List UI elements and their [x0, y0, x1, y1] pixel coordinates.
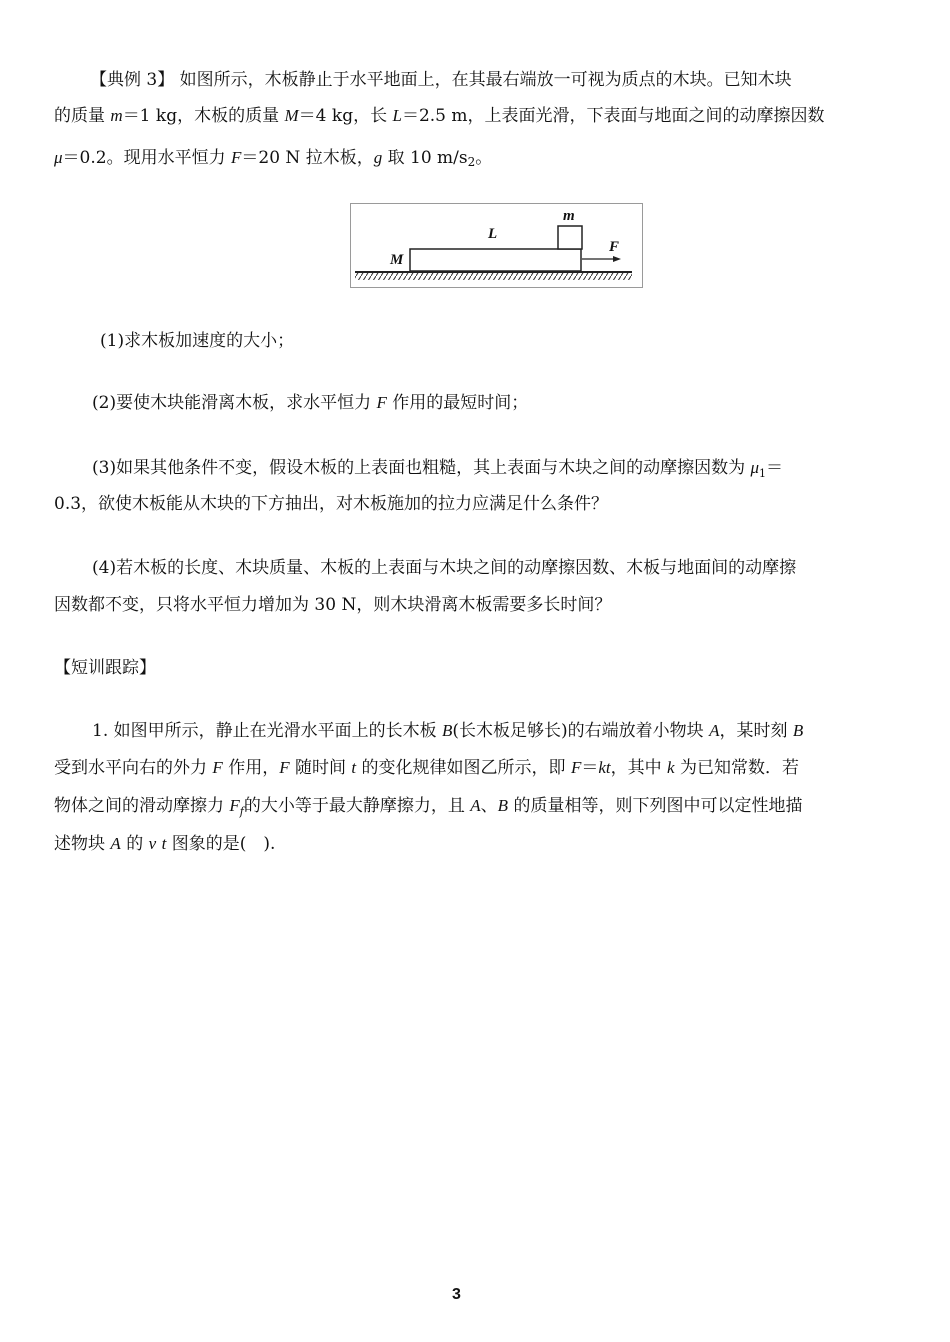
board-block-diagram — [350, 203, 643, 288]
force-arrowhead — [613, 256, 621, 262]
label-force: F — [609, 239, 620, 255]
page-number: 3 — [452, 1286, 461, 1303]
training-line-3: 物体之间的滑动摩擦力 $F_f$的大小等于最大静摩擦力，且 A、B 的质量相等，则下列图中可以定性地描 — [54, 796, 803, 818]
symbol-F: F — [231, 148, 242, 167]
training-line-2: 受到水平向右的外力 F 作用，F 随时间 t 的变化规律如图乙所示，即 F＝kt，其中 k 为已知常数．若 — [54, 758, 799, 778]
symbol-M: M — [284, 106, 299, 125]
symbol-mu1: μ — [750, 458, 760, 477]
question-3-line-1: (3)如果其他条件不变，假设木板的上表面也粗糙，其上表面与木块之间的动摩擦因数为 $\mu_1=$ — [92, 458, 784, 480]
training-heading: 【短训跟踪】 — [54, 658, 156, 678]
example-line-3: μ＝0.2。现用水平恒力 F＝20 N 拉木板，g 取 10 m/s2。 — [54, 148, 493, 169]
symbol-mu: μ — [54, 148, 63, 167]
diagram-svg — [351, 204, 642, 287]
ground-hatching — [355, 273, 632, 280]
example-line-2: 的质量 m＝1 kg，木板的质量 M＝4 kg，长 L＝2.5 m，上表面光滑，下表面与地面之间的动摩擦因数 — [54, 106, 825, 126]
question-2: (2)要使木块能滑离木板，求水平恒力 F 作用的最短时间； — [92, 393, 529, 413]
symbol-L: L — [392, 106, 402, 125]
example-label: 【典例 3】 — [90, 70, 175, 90]
question-3-line-2: 0.3，欲使木板能从木块的下方抽出，对木板施加的拉力应满足什么条件？ — [54, 494, 609, 514]
board — [410, 249, 581, 271]
training-line-4: 述物块 A 的 v t 图象的是( ). — [54, 834, 276, 854]
question-1: (1)求木板加速度的大小； — [100, 331, 295, 351]
label-block-mass: m — [563, 208, 575, 224]
label-board-mass: M — [390, 252, 404, 268]
unit-exponent: 2 — [467, 155, 476, 169]
label-board-length: L — [488, 226, 498, 242]
symbol-g: g — [373, 148, 383, 167]
symbol-m: m — [110, 106, 123, 125]
block — [558, 226, 582, 249]
question-4-line-2: 因数都不变，只将水平恒力增加为 30 N，则木块滑离木板需要多长时间？ — [54, 595, 612, 615]
training-line-1: 1. 如图甲所示，静止在光滑水平面上的长木板 B(长木板足够长)的右端放着小物块 A，某时刻 B — [92, 721, 804, 741]
example-text-1: 如图所示，木板静止于水平地面上，在其最右端放一可视为质点的木块。已知木块 — [179, 70, 792, 90]
question-4-line-1: (4)若木板的长度、木块质量、木板的上表面与木块之间的动摩擦因数、木板与地面间的动摩擦 — [92, 558, 797, 578]
example-line-1 — [90, 68, 792, 92]
